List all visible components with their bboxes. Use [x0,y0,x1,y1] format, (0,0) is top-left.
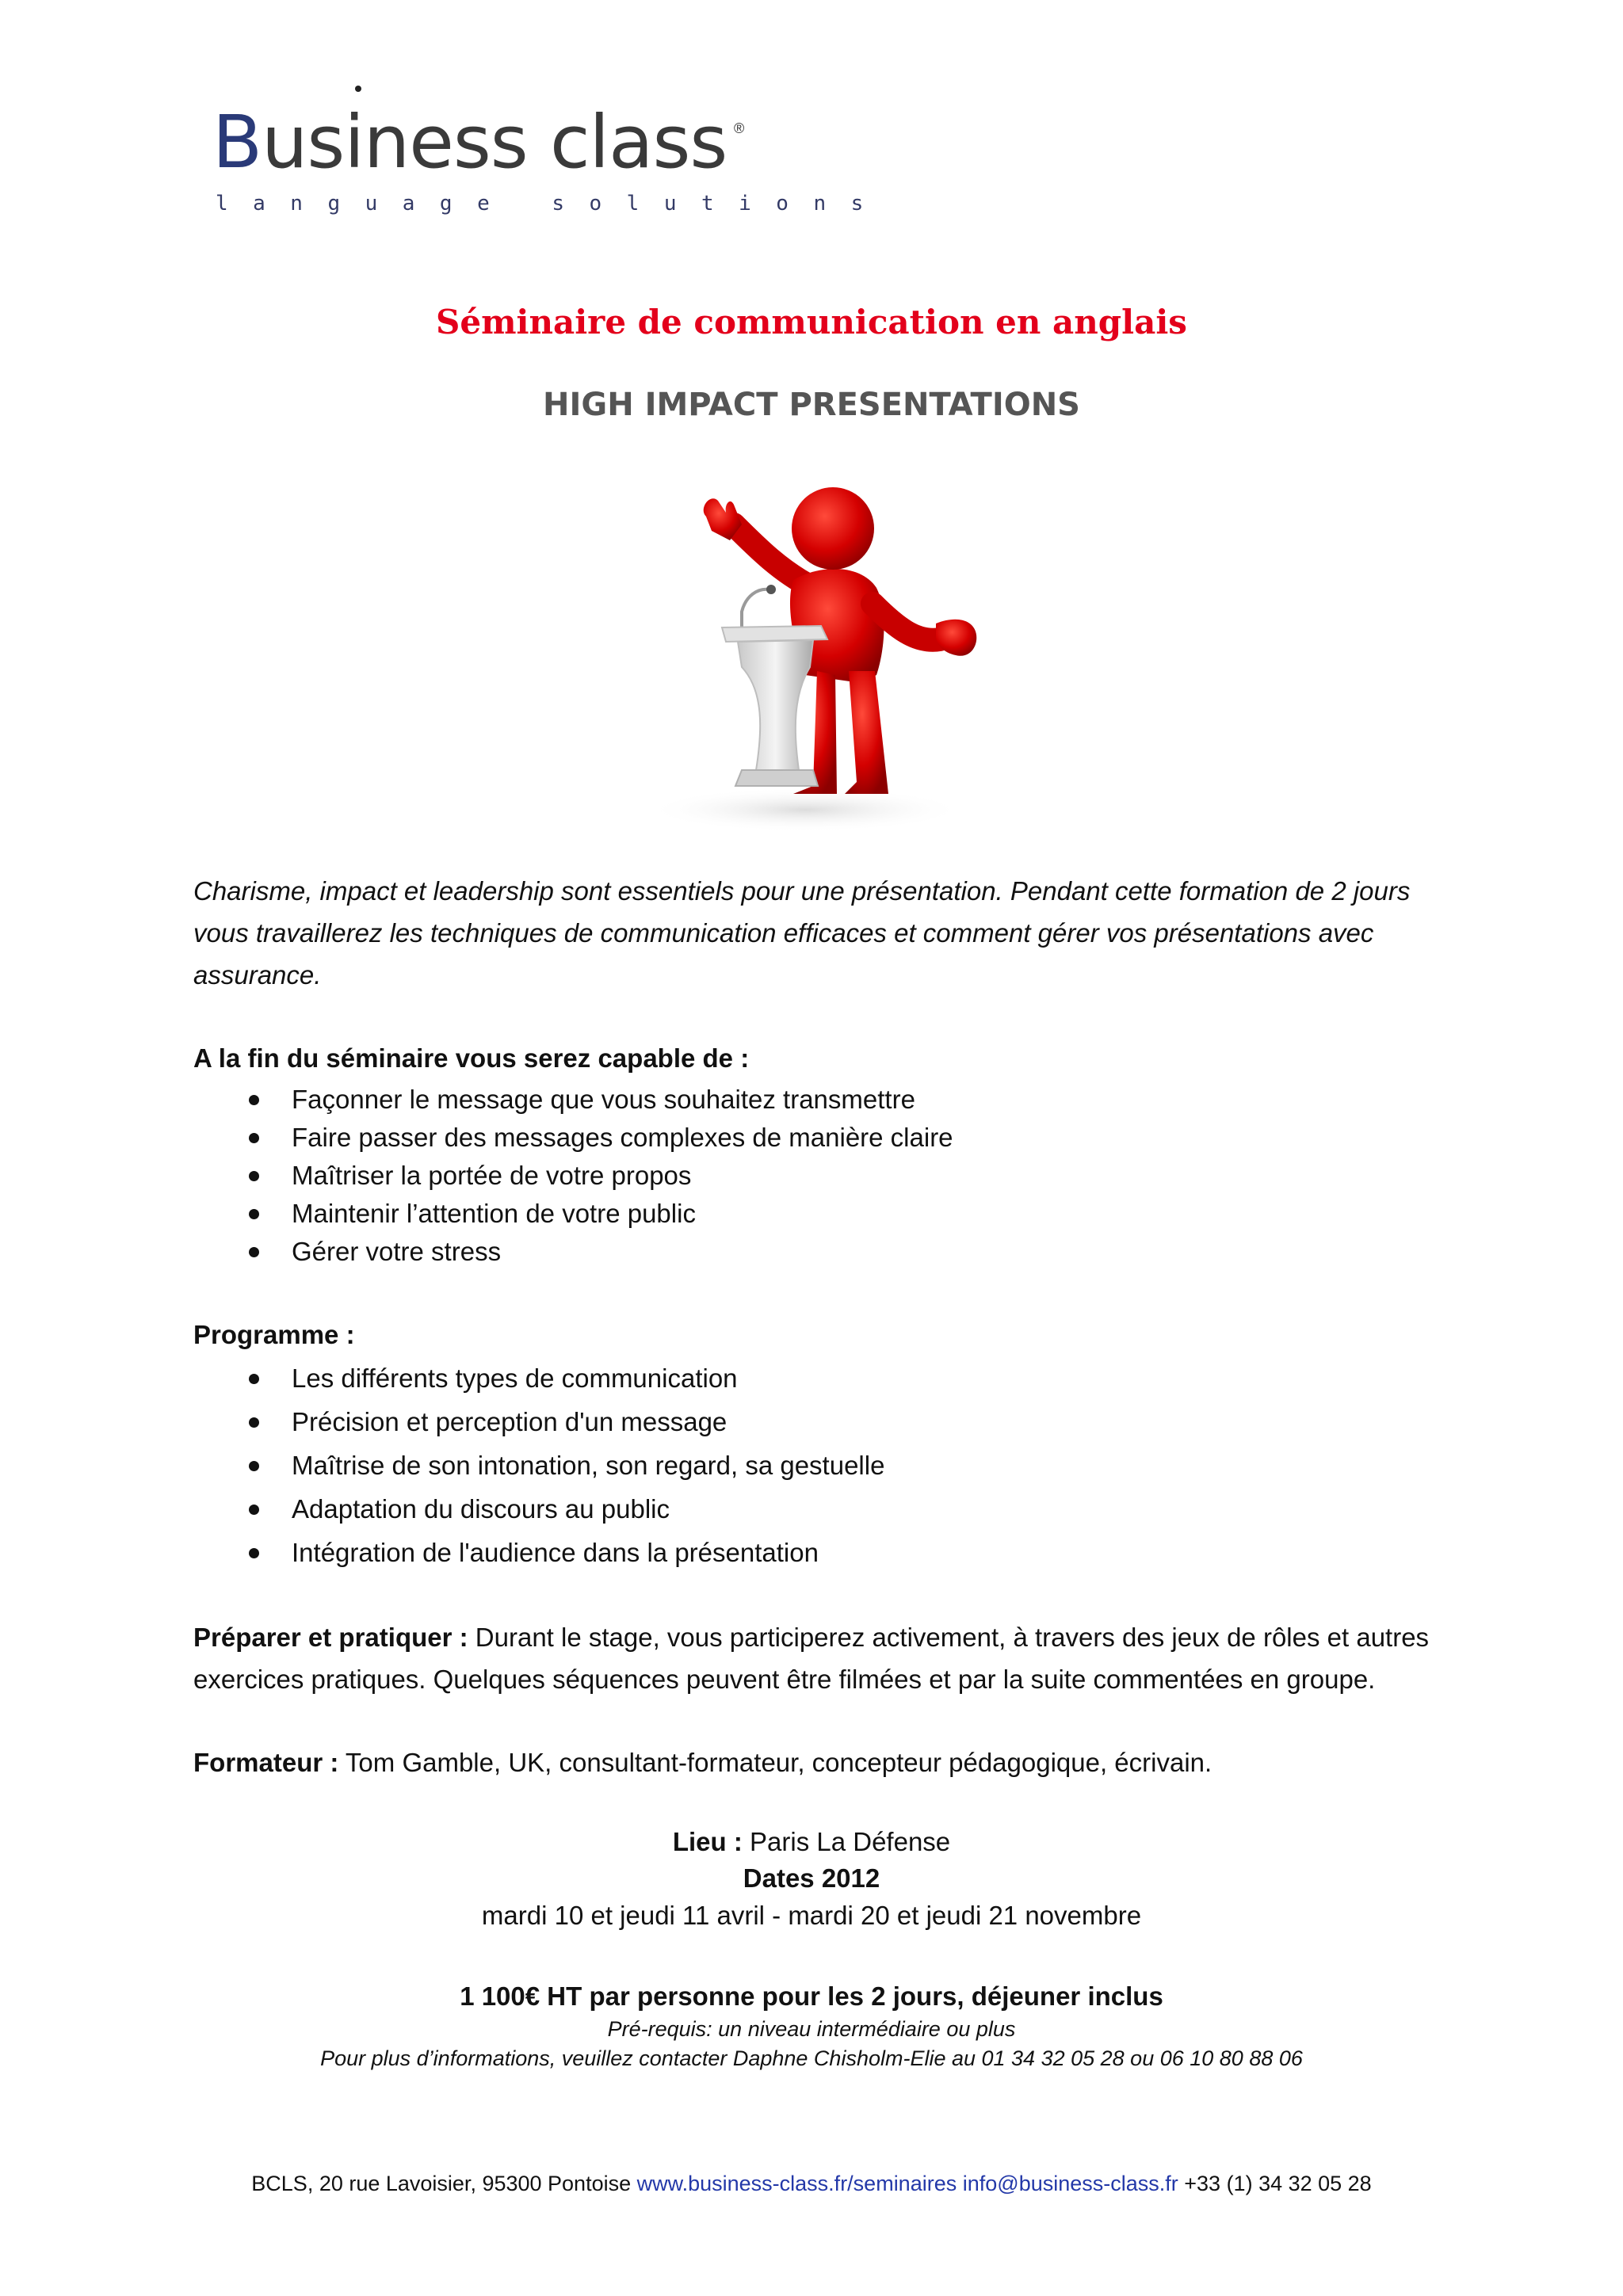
list-item: Adaptation du discours au public [193,1487,884,1531]
podium-stand [738,640,813,770]
venue-line [0,1824,1623,1860]
logo-wordmark [212,100,727,185]
floor-shadow [647,788,964,832]
podium-base [735,770,818,786]
programme-list [193,1356,884,1574]
prepare-text: Durant le stage, vous participerez activement, à travers des jeux de rôles et autres exercices pratiques. Quelques séquences peuvent être filmées et par la suite commentées en groupe. [193,1623,1430,1694]
email-link[interactable]: info@business-class.fr [962,2172,1178,2195]
website-link[interactable]: www.business-class.fr/seminaires [636,2172,957,2195]
list-item: Gérer votre stress [193,1233,953,1271]
venue-value: Paris La Défense [742,1827,951,1856]
list-item: Maintenir l’attention de votre public [193,1195,953,1233]
seminar-subtitle: HIGH IMPACT PRESENTATIONS [543,387,1080,423]
logo-initial: B [212,100,262,185]
right-leg [845,671,888,794]
logo-dot [355,86,361,92]
list-item: Précision et perception d'un message [193,1400,884,1444]
list-item: Maîtrise de son intonation, son regard, sa gestuelle [193,1444,884,1487]
logo-tagline: language solutions [216,192,888,215]
footer-phone: +33 (1) 34 32 05 28 [1178,2172,1372,2195]
presenter-at-podium-icon [623,469,1003,841]
business-class-logo [212,86,888,228]
dates-value: mardi 10 et jeudi 11 avril - mardi 20 et jeudi 21 novembre [481,1901,1142,1930]
objectives-list [193,1081,953,1271]
price-line: 1 100€ HT par personne pour les 2 jours, déjeuner inclus [460,1981,1163,2011]
programme-heading: Programme : [193,1320,355,1349]
list-item: Les différents types de communication [193,1356,884,1400]
trainer-label: Formateur : [193,1748,339,1777]
microphone [742,589,769,627]
footer-address: BCLS, 20 rue Lavoisier, 95300 Pontoise [251,2172,637,2195]
list-item: Faire passer des messages complexes de manière claire [193,1119,953,1157]
registered-mark: ® [734,120,745,136]
intro-paragraph: Charisme, impact et leadership sont essentiels pour une présentation. Pendant cette formation de 2 jours vous travaillerez les techniques de communication efficaces et comment gérer vos présentations avec assurance. [193,876,1411,990]
microphone-head [766,585,776,594]
contact-line: Pour plus d’informations, veuillez contacter Daphne Chisholm-Elie au 01 34 32 05 28 ou 06 10 80 88 06 [320,2046,1303,2070]
figure-head [792,487,874,570]
trainer-text: Tom Gamble, UK, consultant-formateur, concepteur pédagogique, écrivain. [338,1748,1212,1777]
podium-top [722,626,827,642]
prerequisite-line: Pré-requis: un niveau intermédiaire ou plus [607,2017,1016,2041]
list-item: Maîtriser la portée de votre propos [193,1157,953,1195]
list-item: Façonner le message que vous souhaitez transmettre [193,1081,953,1119]
logo-wordmark-rest: usiness class [262,100,727,185]
list-item: Intégration de l'audience dans la présentation [193,1531,884,1574]
prepare-paragraph [193,1616,1461,1700]
objectives-heading: A la fin du séminaire vous serez capable de : [193,1043,750,1073]
dates-title: Dates 2012 [743,1863,880,1893]
prepare-label: Préparer et pratiquer : [193,1623,468,1652]
footer [0,2169,1623,2198]
venue-label: Lieu : [672,1827,743,1856]
trainer-line [193,1741,1461,1783]
seminar-title: Séminaire de communication en anglais [436,303,1187,341]
